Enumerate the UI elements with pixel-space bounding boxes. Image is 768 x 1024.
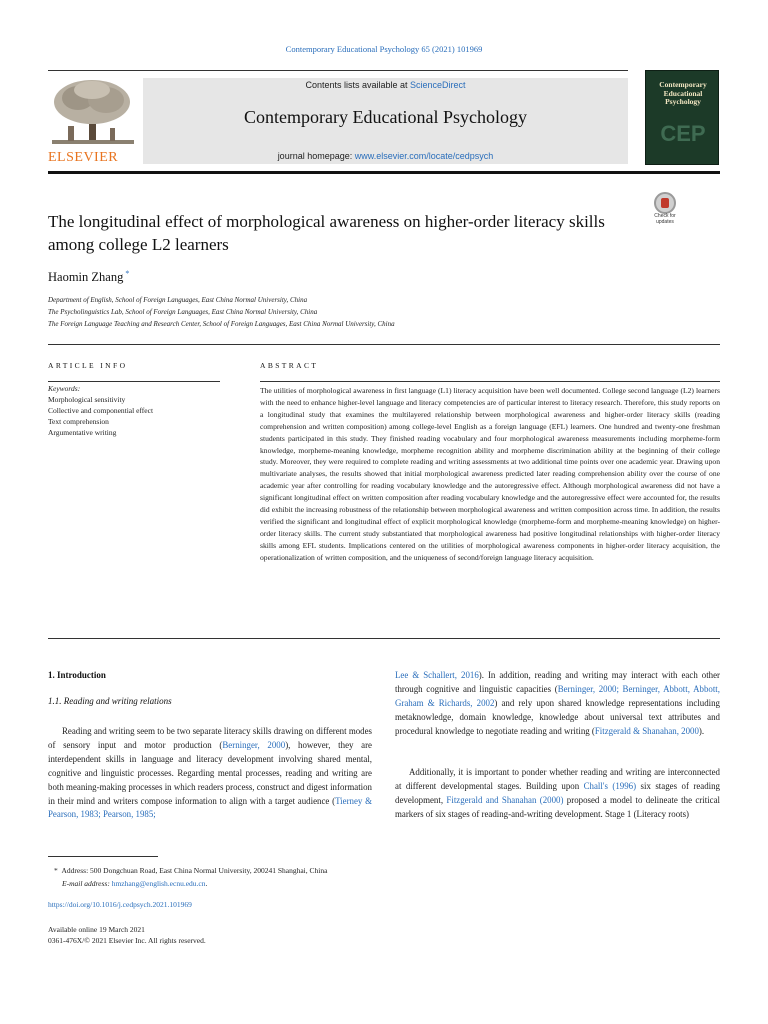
keyword-item: Argumentative writing (48, 428, 117, 437)
journal-cover-thumbnail[interactable] (645, 70, 719, 165)
email-end: . (205, 879, 208, 888)
section-heading-introduction: 1. Introduction (48, 670, 106, 680)
header-thick-rule (48, 171, 720, 174)
elsevier-wordmark: ELSEVIER (48, 150, 119, 165)
doi-link[interactable]: https://doi.org/10.1016/j.cedpsych.2021.101969 (48, 900, 192, 909)
contents-prefix: Contents lists available at (305, 80, 411, 90)
footnote-email (62, 879, 207, 888)
sciencedirect-link[interactable]: ScienceDirect (410, 80, 466, 90)
body-paragraph-right-1 (395, 669, 720, 739)
abstract-heading: ABSTRACT (260, 361, 319, 370)
footnote-address (54, 866, 327, 875)
article-info-rule (48, 381, 220, 382)
journal-homepage-line (143, 151, 628, 161)
paragraph-text: Reading and writing seem to be two separate literacy skills drawing on different modes of sensory input and motor production ( (48, 726, 372, 750)
paragraph-text: ). In addition, reading and writing may interact with each other through cognitive and linguistic capacities ( (395, 670, 721, 694)
keywords-label: Keywords: (48, 384, 81, 393)
citation-link[interactable]: Lee & Schallert, 2016 (395, 670, 479, 680)
keyword-item: Text comprehension (48, 417, 109, 426)
affiliation-2: The Psycholinguistics Lab, School of Foreign Languages, East China Normal University, China (48, 308, 318, 316)
citation-link[interactable]: Berninger, 2000; Berninger, Abbott, Abbott, Graham & Richards, 2002 (395, 683, 720, 708)
section-rule (48, 344, 720, 345)
citation-link[interactable]: Chall's (1996) (583, 780, 637, 791)
citation-link[interactable]: Tierney & Pearson, 1983; Pearson, 1985; (48, 795, 373, 820)
email-link[interactable]: hmzhang@english.ecnu.edu.cn (111, 879, 206, 888)
affiliation-3: The Foreign Language Teaching and Research Center, School of Foreign Languages, East China Normal University, China (48, 320, 395, 328)
journal-citation-line[interactable]: Contemporary Educational Psychology 65 (2021) 101969 (285, 44, 483, 54)
affiliation-1: Department of English, School of Foreign Languages, East China Normal University, China (48, 296, 308, 304)
body-paragraph-right-2 (395, 766, 720, 822)
abstract-text: The utilities of morphological awareness in first language (L1) literacy acquisition have been well documented. College second language (L2) learners with the need to enhance higher-level language and literacy competencies are of particular interest to literacy research. Therefore, this study reports on a longitudinal study that examines the multilayered relationship between morphological awareness and higher-order literacy skills (reading comprehension and written composition) among college-level English as a foreign language (EFL) learners. One hundred and twenty-one freshman students participated in this study. They finished reading vocabulary and four morphological awareness measurements including morpheme-form knowledge, morpheme-meaning knowledge, morpheme recognition ability and morpheme discrimination ability at the beginning of their college study. Moreover, they were required to complete reading and writing assessments at two additional time points over one academic year. Drawing upon multivariate analyses, the results showed that initial morphological awareness predicted later reading comprehension ability over the course of one academic year after controlling for reading vocabulary knowledge and the autoregressive effect. Although morphological awareness did not have a significant longitudinal effect on written composition after reading vocabulary knowledge and the autoregressive effect were accounted for, the results did exhibit the increasing robustness of the relationship between morphological awareness and written composition across time. In addition, the results verified the significant and longitudinal effect of explicit morphological knowledge (morpheme-form and morpheme-meaning knowledge) on higher-order literacy skills. The current study substantiated that morphological awareness had positive longitudinal relationships with higher-order literacy skills among EFL students. Implications centered on the utilities of morphological awareness components in higher-order literacy acquisition, the operationalization of written composition, and the uniqueness of second/foreign language literacy acquisition. (260, 386, 720, 562)
paragraph-text: ) and rely upon shared knowledge representations including metaknowledge, domain knowledge, knowledge about universal text attributes and procedural knowledge to negotiate reading and writing ( (395, 697, 720, 736)
keyword-item: Morphological sensitivity (48, 395, 126, 404)
homepage-prefix: journal homepage: (277, 151, 355, 161)
subsection-heading-reading-writing: 1.1. Reading and writing relations (48, 696, 172, 706)
footnote-rule (48, 856, 158, 857)
journal-name: Contemporary Educational Psychology (244, 107, 527, 127)
abstract-rule (260, 381, 720, 382)
check-updates-icon (654, 192, 676, 214)
cover-monogram: CEP (660, 121, 706, 146)
paragraph-text: ). (698, 725, 705, 736)
article-title: The longitudinal effect of morphological awareness on higher-order literacy skills among college L2 learners (48, 212, 605, 254)
citation-link[interactable]: Fitzgerald & Shanahan, 2000 (594, 725, 699, 736)
citation-link[interactable]: Fitzgerald and Shanahan (2000) (446, 794, 564, 805)
available-online-date: Available online 19 March 2021 (48, 925, 145, 934)
body-paragraph-left (48, 725, 372, 822)
journal-homepage-link[interactable]: www.elsevier.com/locate/cedpsych (354, 151, 494, 161)
paragraph-text: Additionally, it is important to ponder whether reading and writing are interconnected at different developmental stages. Building upon (395, 767, 720, 791)
footnote-marker: * (54, 866, 58, 875)
abstract-end-rule (48, 638, 720, 639)
email-label: E-mail address: (62, 879, 110, 888)
paragraph-text: ), however, they are interdependent skills in language and literacy development involving shared mental, cognitive and linguistic processes. Regarding mental processes, reading and writing are both meaning-making processes in which readers process, construct and digest information in their mind and writers compose information to align with a target audience ( (48, 739, 372, 806)
copyright-line: 0361-476X/© 2021 Elsevier Inc. All rights reserved. (48, 936, 206, 945)
header-top-rule (48, 70, 628, 71)
contents-available-line (143, 80, 628, 90)
check-updates-label: Check for updates (654, 213, 676, 225)
cover-title: Contemporary Educational Psychology (659, 80, 707, 106)
article-info-heading: ARTICLE INFO (48, 361, 128, 370)
author-footnote-marker[interactable]: * (125, 269, 130, 278)
address-text: Address: 500 Dongchuan Road, East China Normal University, 200241 Shanghai, China (61, 866, 328, 875)
keyword-item: Collective and componential effect (48, 406, 154, 415)
citation-link[interactable]: Berninger, 2000 (222, 739, 286, 750)
author-name-text: Haomin Zhang (48, 270, 124, 285)
author-name (48, 269, 129, 285)
paragraph-text: six stages of reading development, (395, 780, 720, 805)
check-for-updates-button[interactable] (646, 190, 684, 228)
paragraph-text: proposed a model to delineate the critical markers of six stages of reading-and-writing development. Stage 1 (Literacy roots) (395, 794, 720, 819)
